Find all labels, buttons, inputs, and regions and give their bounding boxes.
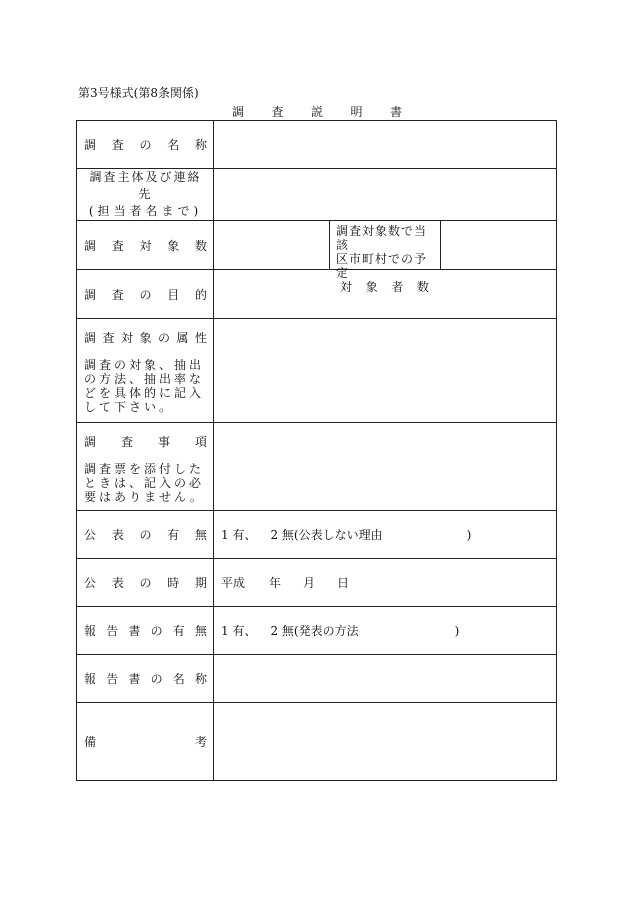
- field-planned-target-count[interactable]: [441, 221, 556, 269]
- document-title: [232, 103, 402, 120]
- field-report-name[interactable]: [214, 655, 557, 703]
- field-report[interactable]: 1 有、 2 無(発表の方法 ): [214, 607, 557, 655]
- row-report: [77, 607, 557, 655]
- label-planned-target-count: 調査対象数で当該 区市町村での予定 対 象 者 数: [329, 221, 441, 269]
- row-purpose: [77, 270, 557, 319]
- option-report-no[interactable]: 2 無(発表の方法: [270, 624, 359, 638]
- label-attributes: 調 査 対 象 の 属 性 調査の対象、抽出の方法、抽出率などを具体的に記入して下さい。: [77, 319, 214, 423]
- cell-target-count: [214, 221, 557, 294]
- label-remarks: 備 考: [77, 703, 214, 781]
- field-publication-time[interactable]: 平成 年 月 日: [214, 559, 557, 607]
- label-report-name: 報 告 書 の 名 称: [77, 655, 214, 703]
- title-char: 明: [350, 105, 363, 119]
- row-target-count: [77, 221, 557, 270]
- field-survey-name[interactable]: [214, 121, 557, 169]
- label-publication: 公 表 の 有 無: [77, 511, 214, 559]
- title-char: 説: [310, 105, 323, 119]
- label-target-count: 調 査 対 象 数: [77, 221, 214, 270]
- note-attributes: 調査の対象、抽出の方法、抽出率などを具体的に記入して下さい。: [84, 358, 205, 414]
- field-items[interactable]: [214, 423, 557, 511]
- form-number: 第3号様式(第8条関係): [78, 86, 199, 100]
- title-char: 書: [389, 105, 402, 119]
- row-report-name: [77, 655, 557, 703]
- row-publication: [77, 511, 557, 559]
- title-char: 査: [271, 105, 284, 119]
- note-items: 調査票を添付したときは、記入の必要はありません。: [84, 462, 205, 504]
- field-contact[interactable]: [214, 169, 557, 221]
- label-report: 報 告 書 の 有 無: [77, 607, 214, 655]
- title-char: 調: [232, 105, 245, 119]
- option-publish-no[interactable]: 2 無(公表しない理由: [270, 528, 383, 542]
- label-items: 調 査 事 項 調査票を添付したときは、記入の必要はありません。: [77, 423, 214, 511]
- row-publication-time: [77, 559, 557, 607]
- field-publication[interactable]: 1 有、 2 無(公表しない理由 ): [214, 511, 557, 559]
- row-attributes: [77, 319, 557, 423]
- option-report-yes[interactable]: 1 有、: [221, 624, 257, 638]
- option-publish-yes[interactable]: 1 有、: [221, 528, 257, 542]
- row-items: [77, 423, 557, 511]
- row-contact: [77, 169, 557, 221]
- field-remarks[interactable]: [214, 703, 557, 781]
- label-survey-name: 調 査 の 名 称: [77, 121, 214, 169]
- row-survey-name: [77, 121, 557, 169]
- survey-explanation-form: [76, 120, 557, 781]
- label-contact: 調査主体及び連絡先 (担当者名まで): [77, 169, 214, 221]
- label-publication-time: 公 表 の 時 期: [77, 559, 214, 607]
- row-remarks: [77, 703, 557, 781]
- field-target-count[interactable]: [214, 221, 329, 269]
- field-attributes[interactable]: [214, 319, 557, 423]
- label-purpose: 調 査 の 目 的: [77, 270, 214, 319]
